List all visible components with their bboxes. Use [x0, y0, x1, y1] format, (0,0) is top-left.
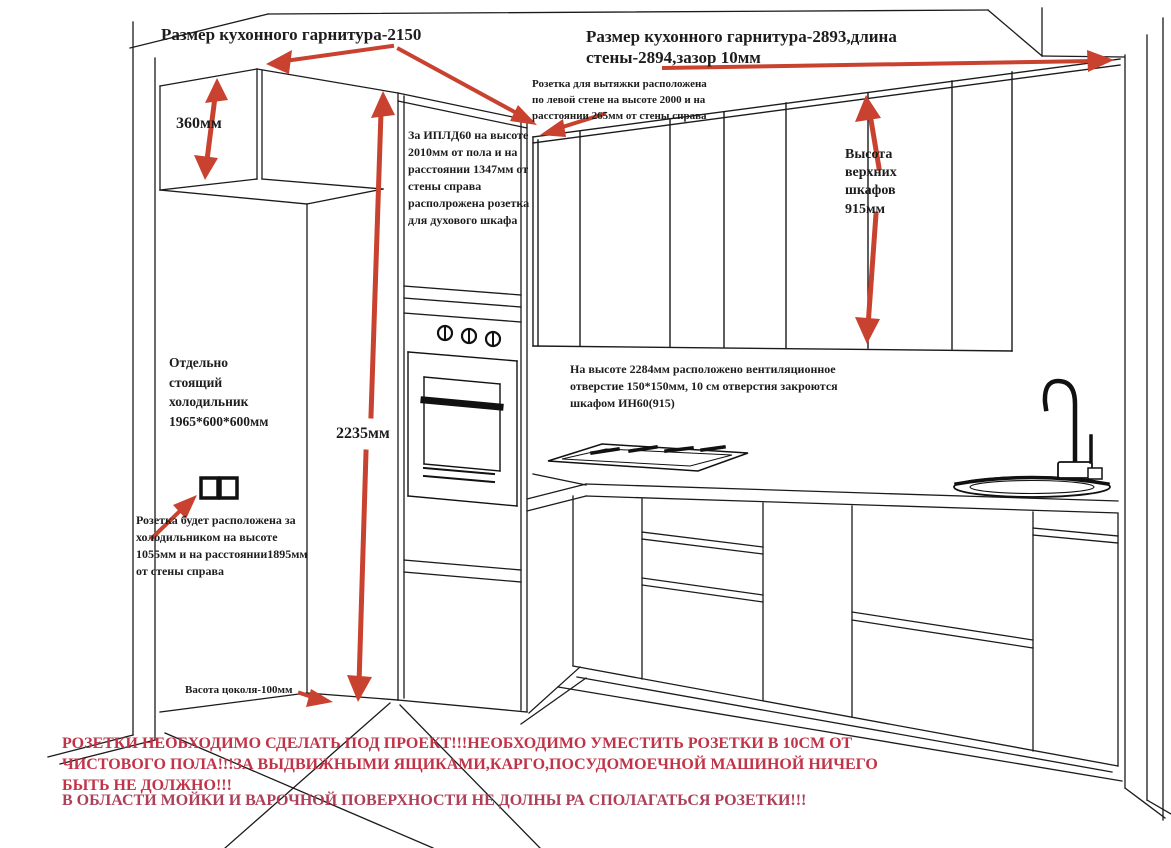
- upper-cabinet-height-label: Высота верхних шкафов 915мм: [845, 147, 897, 217]
- warning-line-3: БЫТЬ НЕ ДОЛЖНО!!!: [62, 777, 232, 794]
- arrow-2150-right: [399, 49, 537, 125]
- fridge-note: Отдельно стоящий холодильник 1965*600*600мм: [169, 355, 269, 429]
- oven-socket-note: За ИПЛД60 на высоте 2010мм от пола и на расстоянии 1347мм от стены справа располрожена розетка для духового шкафа: [408, 128, 530, 228]
- dimension-360mm: 360мм: [176, 115, 222, 132]
- warning-line-1: РОЗЕТКИ НЕОБХОДИМО СДЕЛАТЬ ПОД ПРОЕКТ!!!НЕОБХОДИМО УМЕСТИТЬ РОЗЕТКИ В 10СМ ОТ: [62, 735, 853, 752]
- oven-icon: [408, 326, 517, 506]
- vent-note: На высоте 2284мм расположено вентиляционное отверстие 150*150мм, 10 см отверстия закроются шкафом ИН60(915): [570, 362, 838, 411]
- arrow-plinth: [300, 689, 333, 707]
- hood-socket-note: Розетка для вытяжки расположена по левой стене на высоте 2000 и на расстоянии 265мм от стены справа: [532, 78, 707, 122]
- sink-icon: [954, 477, 1110, 497]
- fridge-socket-note: Розетка будет расположена за холодильником на высоте 1055мм и на расстоянии1895мм от стены справа: [136, 513, 308, 579]
- arrow-2235: [347, 91, 395, 702]
- warning-line-2: ЧИСТОВОГО ПОЛА!!!ЗА ВЫДВИЖНЫМИ ЯЩИКАМИ,КАРГО,ПОСУДОМОЕЧНОЙ МАШИНОЙ НИЧЕГО: [62, 756, 878, 773]
- faucet-icon: [1045, 381, 1102, 479]
- warning-line-4: В ОБЛАСТИ МОЙКИ И ВАРОЧНОЙ ПОВЕРХНОСТИ НЕ ДОЛНЫ РА СПОЛАГАТЬСЯ РОЗЕТКИ!!!: [62, 792, 807, 809]
- dimension-2235mm: 2235мм: [336, 425, 390, 442]
- hob-icon: [548, 444, 748, 471]
- plinth-height-note: Васота цоколя-100мм: [185, 684, 293, 696]
- dimension-title-left: Размер кухонного гарнитура-2150: [161, 25, 422, 44]
- arrow-2150-left: [266, 46, 392, 74]
- socket-icon: [201, 478, 237, 498]
- dimension-title-right: Размер кухонного гарнитура-2893,длина стены-2894,зазор 10мм: [586, 27, 897, 67]
